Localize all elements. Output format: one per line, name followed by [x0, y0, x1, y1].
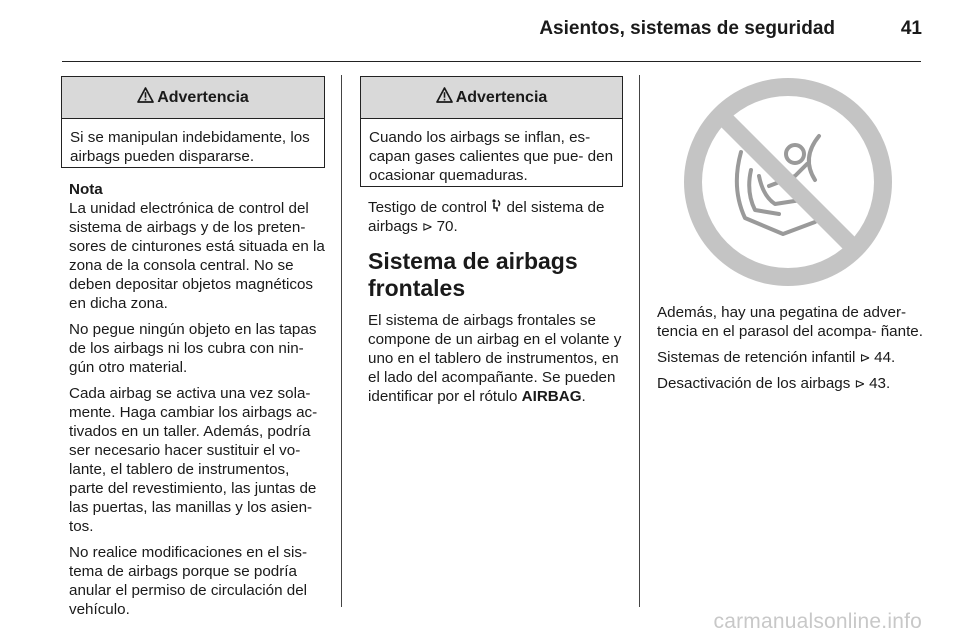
warning-box-manipulation	[61, 76, 325, 168]
paragraph-no-modification: No realice modificaciones en el sis- tema de airbags porque se podría anular el permiso de circulación del vehículo.	[69, 544, 308, 618]
no-child-seat-pictogram	[655, 76, 921, 287]
paragraph-sun-visor: Además, hay una pegatina de adver- tencia en el parasol del acompa- ñante.	[657, 304, 923, 340]
cross-reference-arrow-icon: ⊳	[422, 219, 437, 234]
cross-reference-page: 44	[874, 349, 892, 366]
period: .	[891, 349, 896, 366]
warning-title: Advertencia	[455, 88, 548, 106]
frontal-airbags-text: El sistema de airbags frontales se compone de un airbag en el volante y uno en el tablero de instrumentos, en el lado del acompañante. Se pueden identificar por el rótulo	[368, 312, 622, 405]
page-header-title: Asientos, sistemas de seguridad	[539, 18, 835, 39]
warning-box-header	[361, 77, 622, 119]
warning-triangle-icon	[436, 87, 453, 108]
note-label: Nota	[69, 181, 103, 198]
airbag-indicator-icon	[491, 199, 502, 216]
paragraph-single-activation: Cada airbag se activa una vez sola- mente. Haga cambiar los airbags ac- tivados en un taller. Además, podría ser necesario hacer sustituir el vo- lante, el tablero de instrumentos, parte del revestimiento, las juntas de las puertas, las manillas y los asien- tos.	[69, 385, 318, 535]
airbag-label: AIRBAG	[521, 388, 582, 405]
paragraph-no-stick: No pegue ningún objeto en las tapas de los airbags ni los cubra con nin- gún otro material.	[69, 321, 317, 376]
column-1-text	[69, 180, 325, 626]
testigo-text-before: Testigo de control	[368, 199, 492, 216]
cross-reference-page: 43	[869, 375, 886, 392]
paragraph-frontal-airbags	[368, 311, 624, 406]
warning-text: Cuando los airbags se inflan, es- capan gases calientes que pue- den ocasionar quemaduras.	[369, 129, 614, 184]
period: .	[453, 218, 458, 235]
warning-text: Si se manipulan indebidamente, los airbags pueden dispararse.	[70, 129, 310, 165]
warning-box-header	[62, 77, 324, 119]
period: .	[885, 375, 891, 392]
header-rule	[62, 61, 921, 62]
deactivation-text: Desactivación de los airbags	[657, 375, 855, 392]
column-2-text	[368, 198, 624, 413]
testigo-text-after: del sistema de airbags	[368, 199, 605, 235]
paragraph-testigo	[368, 198, 624, 236]
page-number: 41	[900, 18, 922, 39]
section-heading-frontal-airbags: Sistema de airbags frontales	[368, 248, 578, 301]
child-restraints-text: Sistemas de retención infantil	[657, 349, 860, 366]
warning-box-hot-gases	[360, 76, 623, 187]
warning-triangle-icon	[137, 87, 154, 108]
note-paragraph: La unidad electrónica de control del sistema de airbags y de los preten- sores de cinturones está situada en la zona de la consola central. No se deben depositar objetos magnéticos en dicha zona.	[69, 200, 325, 312]
paragraph-child-restraints	[657, 348, 927, 367]
cross-reference-arrow-icon: ⊳	[854, 376, 870, 391]
column-3-text	[657, 303, 927, 400]
cross-reference-arrow-icon: ⊳	[859, 350, 875, 365]
column-divider-1	[341, 75, 342, 607]
cross-reference-page: 70	[436, 218, 454, 235]
column-divider-2	[639, 75, 640, 607]
period: .	[581, 388, 586, 405]
warning-title: Advertencia	[157, 88, 249, 106]
watermark: carmanualsonline.info	[713, 610, 922, 633]
paragraph-deactivation	[657, 374, 927, 393]
